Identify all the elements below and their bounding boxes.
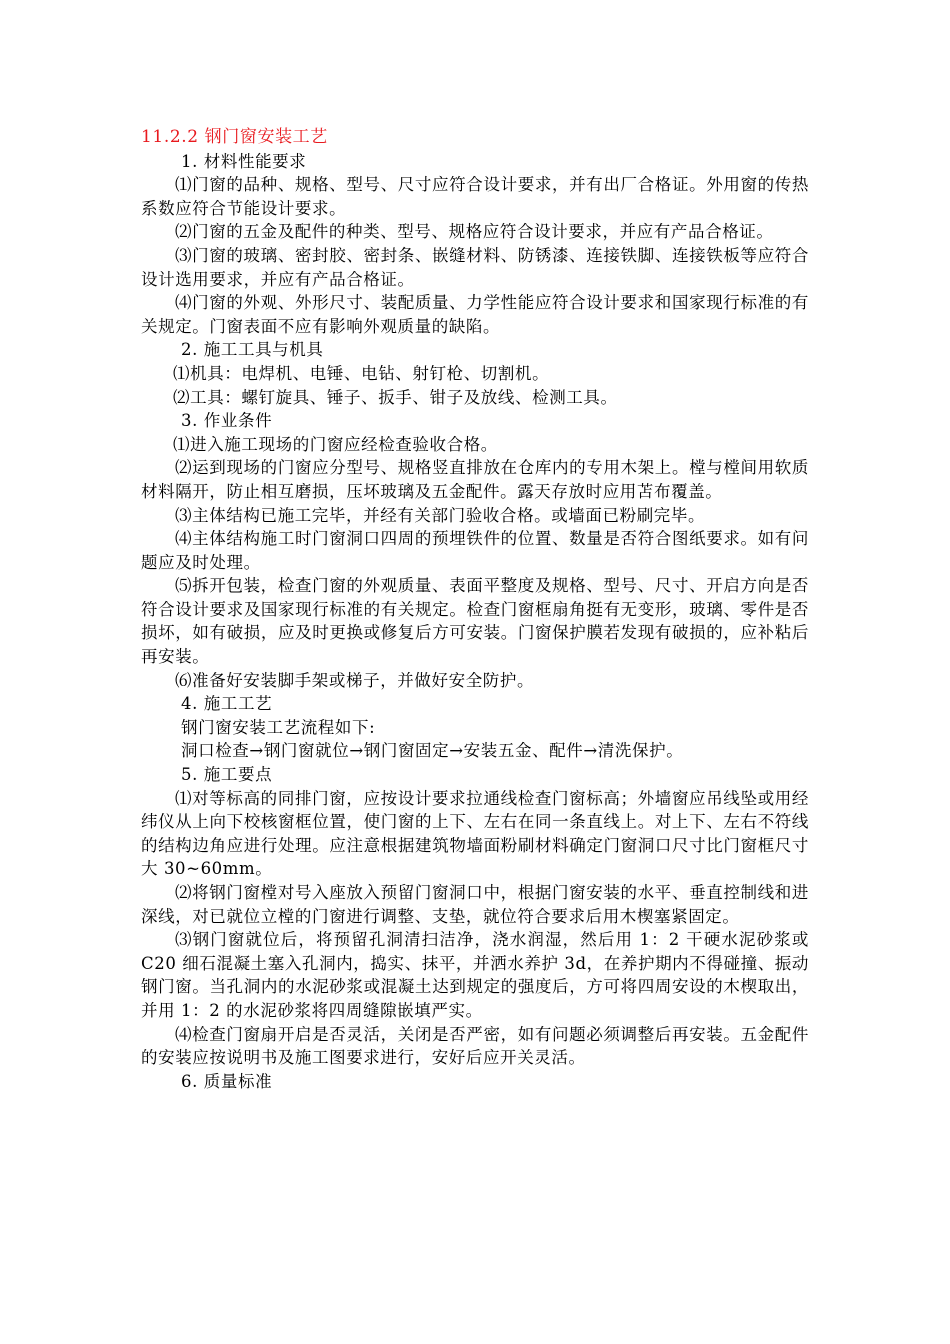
subsection-title-quality: 6. 质量标准 bbox=[181, 1071, 273, 1091]
subsection-title-process: 4. 施工工艺 bbox=[181, 694, 273, 714]
subsection-title-conditions: 3. 作业条件 bbox=[181, 411, 273, 431]
paragraph: ⑵门窗的五金及配件的种类、型号、规格应符合设计要求，并应有产品合格证。 bbox=[175, 222, 774, 242]
subsection-title-materials: 1. 材料性能要求 bbox=[181, 151, 307, 171]
paragraph: 钢门窗安装工艺流程如下: bbox=[181, 717, 376, 737]
paragraph: ⑴机具：电焊机、电锤、电钻、射钉枪、切割机。 bbox=[173, 363, 550, 383]
paragraph: ⑸拆开包装，检查门窗的外观质量、表面平整度及规格、型号、尺寸、开启方向是否符合设计要求及国家现行标准的有关规定。检查门窗框扇角挺有无变形，玻璃、零件是否损坏，如有破损，应及时更换或修复后方可安装。门窗保护膜若发现有破损的，应补粘后再安装。 bbox=[141, 576, 809, 667]
paragraph: ⑴进入施工现场的门窗应经检查验收合格。 bbox=[173, 434, 498, 454]
paragraph: ⑷主体结构施工时门窗洞口四周的预埋铁件的位置、数量是否符合图纸要求。如有问题应及时处理。 bbox=[141, 529, 809, 572]
paragraph: ⑷检查门窗扇开启是否灵活，关闭是否严密，如有问题必须调整后再安装。五金配件的安装应按说明书及施工图要求进行，安好后应开关灵活。 bbox=[141, 1024, 809, 1068]
paragraph: ⑶门窗的玻璃、密封胶、密封条、嵌缝材料、防锈漆、连接铁脚、连接铁板等应符合设计选用要求，并应有产品合格证。 bbox=[141, 245, 809, 289]
process-flow: 洞口检查→钢门窗就位→钢门窗固定→安装五金、配件→清洗保护。 bbox=[181, 741, 684, 761]
paragraph: ⑵工具：螺钉旋具、锤子、扳手、钳子及放线、检测工具。 bbox=[173, 387, 618, 407]
paragraph: ⑷门窗的外观、外形尺寸、装配质量、力学性能应符合设计要求和国家现行标准的有关规定。门窗表面不应有影响外观质量的缺陷。 bbox=[141, 293, 809, 336]
paragraph: ⑵将钢门窗樘对号入座放入预留门窗洞口中，根据门窗安装的水平、垂直控制线和进深线，对已就位立樘的门窗进行调整、支垫，就位符合要求后用木楔塞紧固定。 bbox=[141, 883, 809, 926]
paragraph: ⑵运到现场的门窗应分型号、规格竖直排放在仓库内的专用木架上。樘与樘间用软质材料隔开，防止相互磨损，压坏玻璃及五金配件。露天存放时应用苫布覆盖。 bbox=[141, 458, 809, 501]
paragraph: ⑴对等标高的同排门窗，应按设计要求拉通线检查门窗标高；外墙窗应吊线坠或用经纬仪从上向下校核窗框位置，使门窗的上下、左右在同一条直线上。对上下、左右不符线的结构边角应进行处理。应注意根据建筑物墙面粉刷材料确定门窗洞口尺寸比门窗框尺寸大 30~60mm。 bbox=[141, 788, 809, 879]
document-body bbox=[141, 126, 809, 1093]
paragraph: ⑶钢门窗就位后，将预留孔洞清扫洁净，浇水润湿，然后用 1：2 干硬水泥砂浆或 C20 细石混凝土塞入孔洞内，捣实、抹平，并洒水养护 3d，在养护期内不得碰撞、振动钢门窗。当孔洞内的水泥砂浆或混凝土达到规定的强度后，方可将四周安设的木楔取出，并用 1：2 的水泥砂浆将四周缝隙嵌填严实。 bbox=[141, 930, 809, 1020]
paragraph: ⑹准备好安装脚手架或梯子，并做好安全防护。 bbox=[175, 670, 535, 690]
paragraph: ⑴门窗的品种、规格、型号、尺寸应符合设计要求，并有出厂合格证。外用窗的传热系数应符合节能设计要求。 bbox=[141, 175, 809, 218]
paragraph: ⑶主体结构已施工完毕，并经有关部门验收合格。或墙面已粉刷完毕。 bbox=[175, 505, 706, 525]
subsection-title-key-points: 5. 施工要点 bbox=[181, 765, 273, 785]
section-heading: 11.2.2 钢门窗安装工艺 bbox=[141, 127, 328, 147]
subsection-title-tools: 2. 施工工具与机具 bbox=[181, 340, 324, 360]
